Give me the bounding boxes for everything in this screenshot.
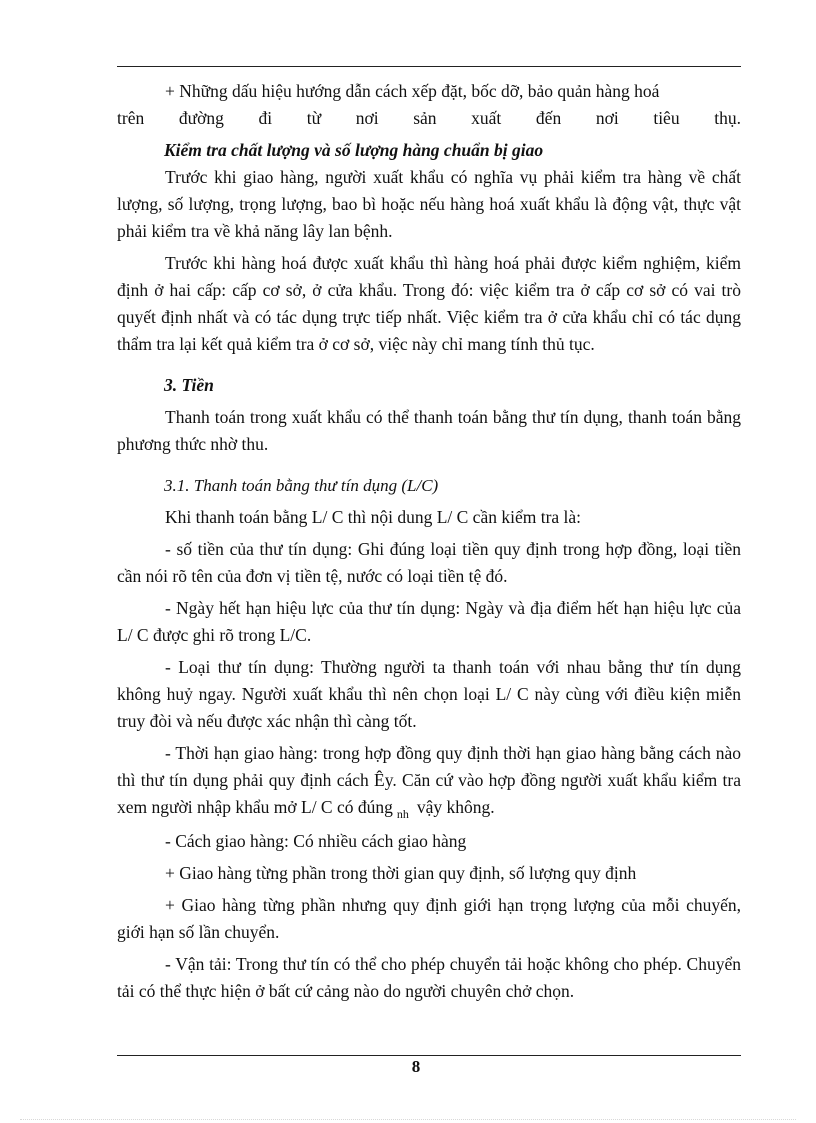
page-bottom-border [20, 1119, 796, 1120]
paragraph-markings-line1: + Những dấu hiệu hướng dẫn cách xếp đặt, bốc dỡ, bảo quản hàng hoá [165, 81, 660, 101]
paragraph-partial-delivery: + Giao hàng từng phần trong thời gian quy định, số lượng quy định [165, 863, 637, 883]
paragraph-delivery-deadline [117, 740, 741, 823]
heading-money: 3. Tiền [164, 375, 214, 395]
paragraph-money: Thanh toán trong xuất khẩu có thể thanh toán bằng thư tín dụng, thanh toán bằng phương thức nhờ thu. [117, 407, 741, 454]
paragraph-lc-intro: Khi thanh toán bằng L/ C thì nội dung L/ C cần kiểm tra là: [165, 507, 582, 527]
spread-word: tiêu [653, 108, 680, 128]
spread-word: đi [258, 108, 273, 128]
deadline-text: - Thời hạn giao hàng: trong hợp đồng quy định thời hạn giao hàng bằng cách nào thì thư tín dụng phải quy định cách Êy. Căn cứ vào hợp đồng người xuất khẩu kiểm tra xem người nhập khẩu mở L/ C có đúng [117, 743, 741, 817]
spread-word: sản [413, 108, 437, 128]
spread-word: xuất [471, 108, 502, 128]
paragraph-inspection: Trước khi hàng hoá được xuất khẩu thì hàng hoá phải được kiểm nghiệm, kiểm định ở hai cấp: cấp cơ sở, ở cửa khẩu. Trong đó: việc kiểm tra ở cấp cơ sở có vai trò quyết định nhất và có tác dụng trực tiếp nhất. Việc kiểm tra ở cửa khẩu chỉ có tác dụng thẩm tra lại kết quả kiểm tra ở cơ sở, việc này chỉ mang tính thủ tục. [117, 253, 741, 354]
header-rule [117, 66, 741, 67]
heading-quality-check: Kiểm tra chất lượng và số lượng hàng chuẩn bị giao [164, 140, 544, 160]
deadline-end: vậy không. [416, 797, 495, 817]
deadline-note: nh [396, 807, 409, 821]
paragraph-partial-limit: + Giao hàng từng phần nhưng quy định giới hạn trọng lượng của mỗi chuyến, giới hạn số lần chuyển. [117, 895, 741, 942]
spread-word: đến [535, 108, 562, 128]
paragraph-expiry: - Ngày hết hạn hiệu lực của thư tín dụng: Ngày và địa điểm hết hạn hiệu lực của L/ C được ghi rõ trong L/C. [117, 598, 741, 645]
paragraph-markings-line2 [117, 105, 741, 132]
paragraph-delivery-method: - Cách giao hàng: Có nhiều cách giao hàng [165, 831, 467, 851]
paragraph-amount: - số tiền của thư tín dụng: Ghi đúng loại tiền quy định trong hợp đồng, loại tiền cần nói rõ tên của đơn vị tiền tệ, nước có loại tiền tệ đó. [117, 539, 741, 586]
spread-word: từ [306, 108, 322, 128]
document-body [117, 78, 741, 1005]
footer-rule [117, 1055, 741, 1056]
spread-word: đường [178, 108, 224, 128]
heading-letter-of-credit: 3.1. Thanh toán bằng thư tín dụng (L/C) [164, 476, 439, 495]
paragraph-transshipment: - Vận tải: Trong thư tín có thể cho phép chuyển tải hoặc không cho phép. Chuyển tải có thể thực hiện ở bất cứ cảng nào do người chuyên chở chọn. [117, 954, 741, 1001]
spread-word: nơi [595, 108, 619, 128]
paragraph-lc-type: - Loại thư tín dụng: Thường người ta thanh toán với nhau bằng thư tín dụng không huỷ ngay. Người xuất khẩu thì nên chọn loại L/ C này cùng với điều kiện miễn truy đòi và nếu được xác nhận thì càng tốt. [117, 657, 741, 731]
spread-word: thụ. [714, 108, 741, 128]
spread-word: trên [117, 108, 145, 128]
paragraph-quality: Trước khi giao hàng, người xuất khẩu có nghĩa vụ phải kiểm tra hàng về chất lượng, số lượng, trọng lượng, bao bì hoặc nếu hàng hoá xuất khẩu là động vật, thực vật phải kiểm tra về khả năng lây lan bệnh. [117, 167, 741, 241]
spread-word: nơi [355, 108, 379, 128]
page-number: 8 [411, 1057, 421, 1076]
